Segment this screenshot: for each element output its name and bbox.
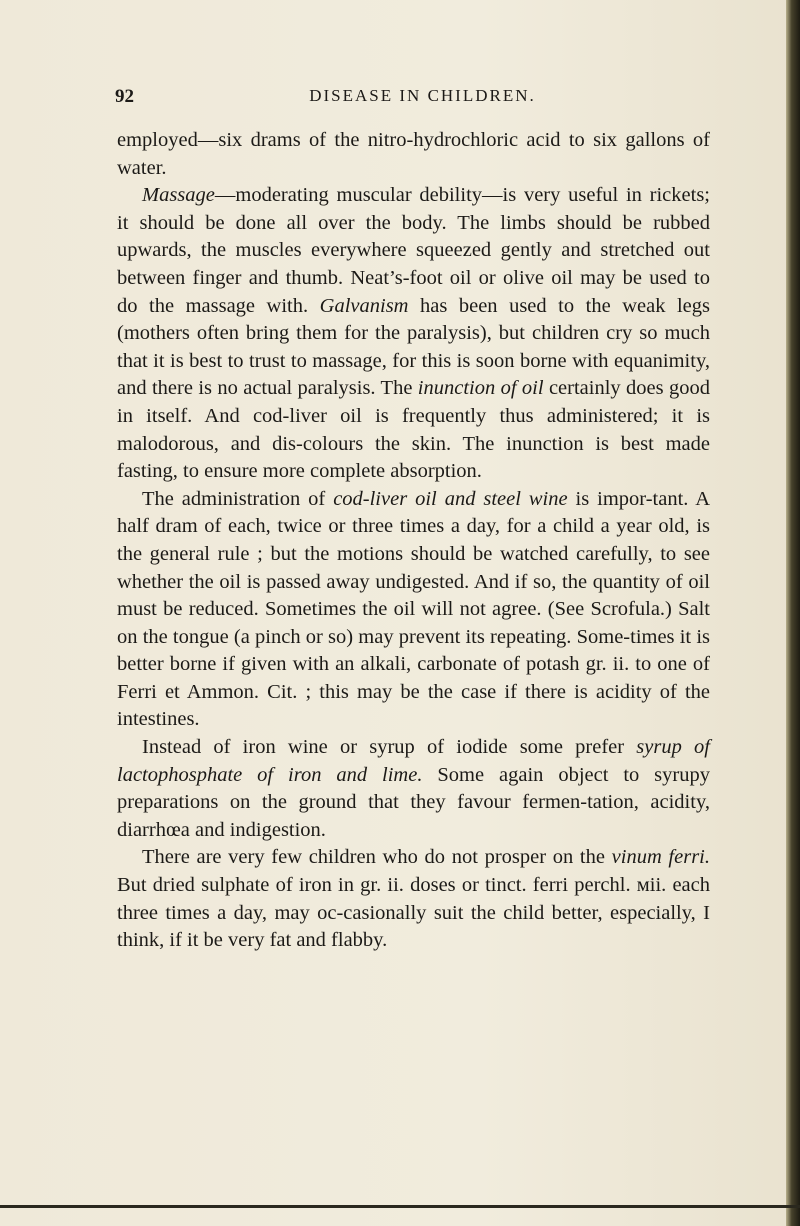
page-number: 92 xyxy=(115,86,134,107)
page-header xyxy=(115,86,710,112)
text-run: certainly does good in itself. And cod-liver oil is frequently thus administered; it is malodorous, and dis-colours the skin. The inunction is best made fasting, to ensure more complete absorption. xyxy=(117,377,710,483)
italic-text: inunction of oil xyxy=(417,377,544,400)
italic-text: Galvanism xyxy=(319,294,409,317)
text-run: has been used to the weak legs (mothers often bring them for the paralysis), but children cry so much that it is best to trust to massage, for this is soon borne with equanimity, and there is no actual paralysis. The xyxy=(117,294,710,400)
paragraph-continuation xyxy=(117,127,710,182)
text-run: —moderating muscular debility—is very useful in rickets; it should be done all over the body. The limbs should be rubbed upwards, the muscles everywhere squeezed gently and stretched out between finger and thumb. Neat’s-foot oil or olive oil may be used to do the massage with. xyxy=(117,184,710,317)
text-run: is impor-tant. A half dram of each, twice or three times a day, for a child a year old, is the general rule ; but the motions should be watched carefully, to see whether the oil is passed away undigested. And if so, the quantity of oil must be reduced. Sometimes the oil will not agree. (See Scrofula.) Salt on the tongue (a pinch or so) may prevent its repeating. Some-times it is better borne if given with an alkali, carbonate of potash gr. ii. to one of Ferri et Ammon. Cit. ; this may be the case if there is acidity of the intestines. xyxy=(117,487,710,731)
paragraph-massage xyxy=(117,182,710,486)
page-edge-shadow xyxy=(786,0,800,1226)
paragraph-cod-liver-oil xyxy=(117,486,710,734)
text-run: The administration of xyxy=(142,487,334,510)
italic-text: Massage xyxy=(142,184,215,207)
text-run: There are very few children who do not prosper on the xyxy=(142,846,612,869)
running-title: DISEASE IN CHILDREN. xyxy=(309,86,536,105)
bottom-border xyxy=(0,1205,800,1208)
text-run: But dried sulphate of iron in gr. ii. doses or tinct. ferri perchl. ᴍii. each three times a day, may oc-casionally suit the child better, especially, I think, if it be very fat and flabby. xyxy=(117,874,710,952)
italic-text: cod-liver oil and steel wine xyxy=(333,487,568,510)
italic-text: vinum ferri. xyxy=(611,846,711,869)
italic-text: syrup of lactophosphate of iron and lime. xyxy=(117,736,710,786)
paragraph-syrup-iodide xyxy=(117,734,710,844)
paragraph-vinum-ferri xyxy=(117,844,710,954)
text-run: employed—six drams of the nitro-hydrochloric acid to six gallons of water. xyxy=(117,129,710,179)
text-run: Instead of iron wine or syrup of iodide some prefer xyxy=(142,736,637,759)
body-text xyxy=(117,127,710,955)
text-run: Some again object to syrupy preparations on the ground that they favour fermen-tation, acidity, diarrhœa and indigestion. xyxy=(117,763,710,841)
